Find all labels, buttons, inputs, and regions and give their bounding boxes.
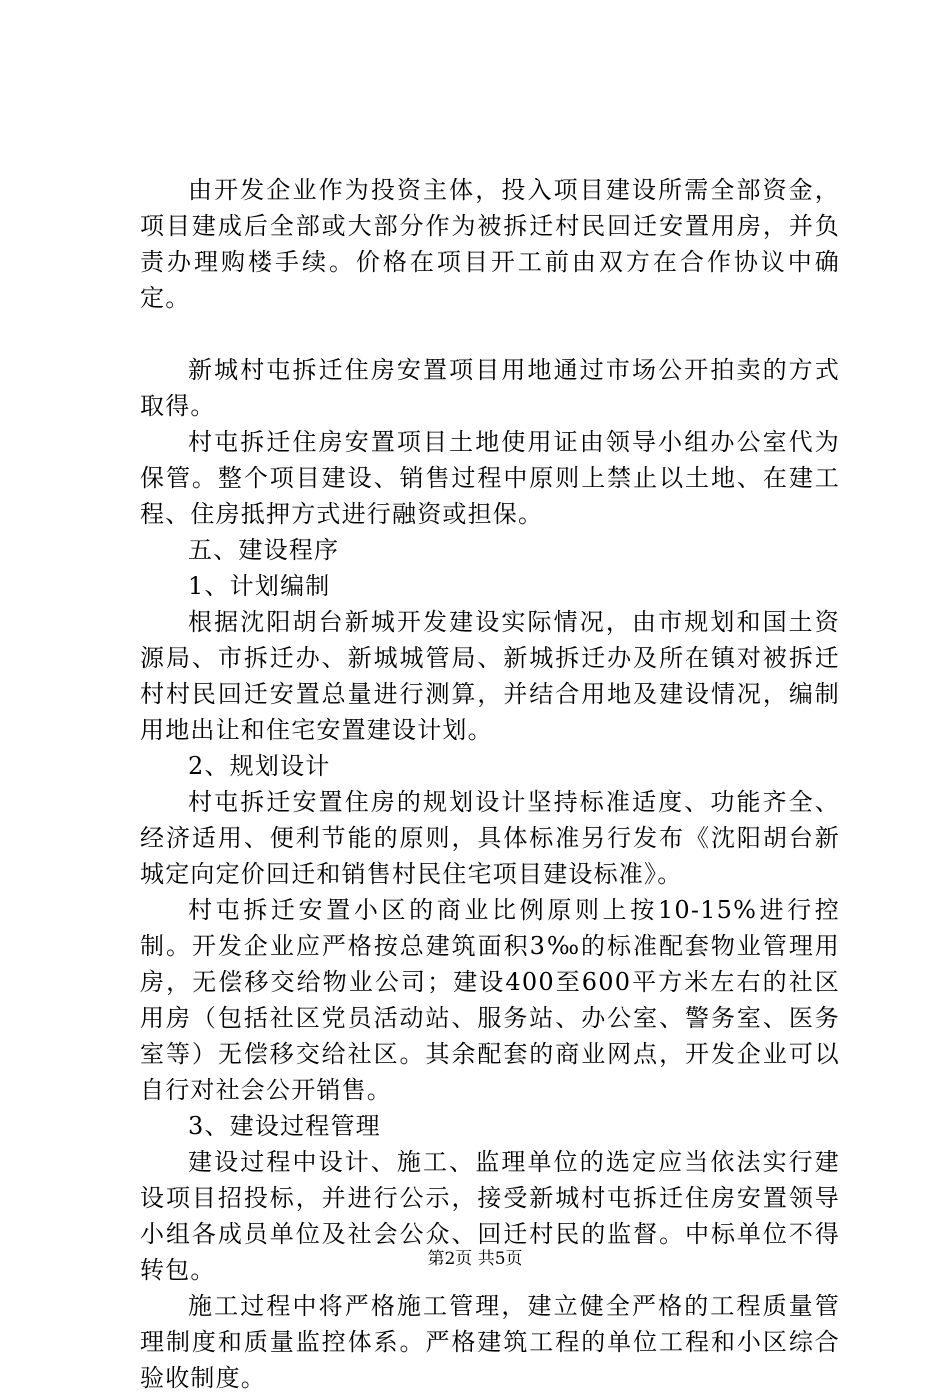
paragraph: 建设过程中设计、施工、监理单位的选定应当依法实行建设项目招投标，并进行公示，接受新城村屯拆迁住房安置领导小组各成员单位及社会公众、回迁村民的监督。中标单位不得转包。: [140, 1148, 840, 1284]
subsection-heading: 2、规划设计: [188, 752, 331, 780]
page-number-footer: 第2页 共5页: [427, 1249, 523, 1269]
paragraph: 村屯拆迁住房安置项目土地使用证由领导小组办公室代为保管。整个项目建设、销售过程中原则上禁止以土地、在建工程、住房抵押方式进行融资或担保。: [140, 428, 840, 528]
subsection-heading: 1、计划编制: [188, 572, 331, 600]
subsection-heading: 3、建设过程管理: [188, 1112, 381, 1140]
document-body: [140, 172, 840, 1396]
section-heading: 五、建设程序: [188, 536, 340, 564]
paragraph: 村屯拆迁安置住房的规划设计坚持标准适度、功能齐全、经济适用、便利节能的原则，具体标准另行发布《沈阳胡台新城定向定价回迁和销售村民住宅项目建设标准》。: [140, 788, 840, 888]
paragraph: 新城村屯拆迁住房安置项目用地通过市场公开拍卖的方式取得。: [140, 356, 840, 420]
paragraph: 根据沈阳胡台新城开发建设实际情况，由市规划和国土资源局、市拆迁办、新城城管局、新城拆迁办及所在镇对被拆迁村村民回迁安置总量进行测算，并结合用地及建设情况，编制用地出让和住宅安置建设计划。: [140, 608, 840, 744]
paragraph: 由开发企业作为投资主体，投入项目建设所需全部资金，项目建成后全部或大部分作为被拆迁村民回迁安置用房，并负责办理购楼手续。价格在项目开工前由双方在合作协议中确定。: [140, 176, 840, 312]
paragraph: 村屯拆迁安置小区的商业比例原则上按10-15%进行控制。开发企业应严格按总建筑面积3‰的标准配套物业管理用房，无偿移交给物业公司；建设400至600平方米左右的社区用房（包括社区党员活动站、服务站、办公室、警务室、医务室等）无偿移交给社区。其余配套的商业网点，开发企业可以自行对社会公开销售。: [140, 896, 840, 1104]
paragraph: 施工过程中将严格施工管理，建立健全严格的工程质量管理制度和质量监控体系。严格建筑工程的单位工程和小区综合验收制度。: [140, 1292, 840, 1392]
